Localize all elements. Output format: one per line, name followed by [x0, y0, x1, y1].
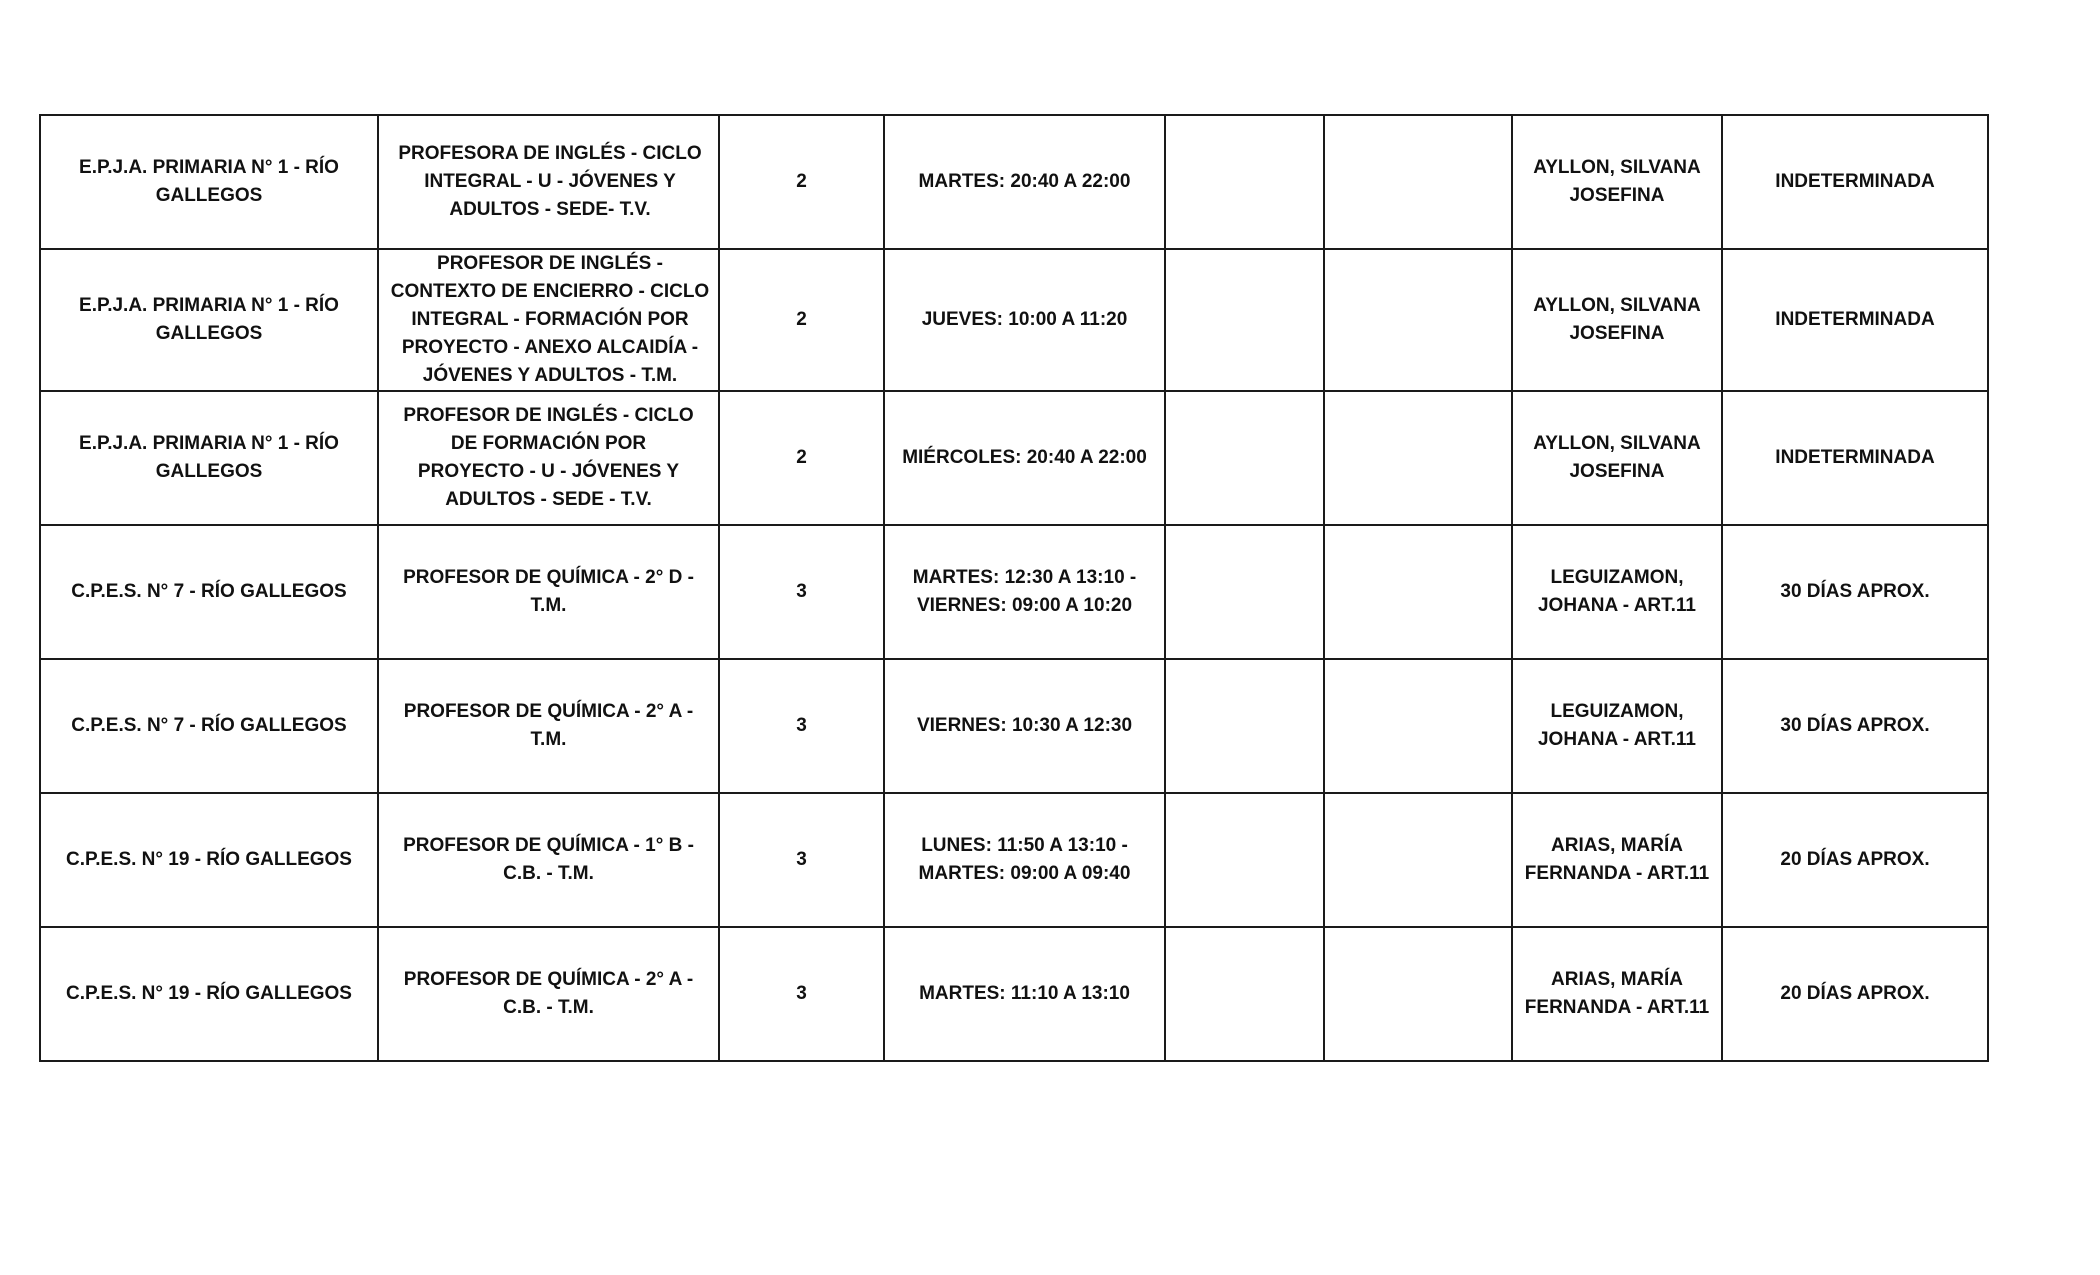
position-text: PROFESOR DE QUÍMICA - 2° D - T.M. [403, 567, 694, 616]
cell-school [40, 659, 378, 793]
cell-school [40, 927, 378, 1061]
cell-empty-6 [1324, 391, 1512, 525]
schedule-text: MARTES: 20:40 A 22:00 [918, 171, 1131, 192]
holder-text: LEGUIZAMON, JOHANA - ART.11 [1537, 567, 1696, 616]
cell-empty-6 [1324, 249, 1512, 391]
cell-duration [1722, 249, 1988, 391]
position-text: PROFESOR DE QUÍMICA - 1° B - C.B. - T.M. [403, 835, 694, 884]
cell-position [378, 249, 719, 391]
cell-schedule [884, 525, 1165, 659]
position-text: PROFESOR DE QUÍMICA - 2° A - T.M. [403, 701, 694, 750]
schedule-text: MARTES: 12:30 A 13:10 - VIERNES: 09:00 A 10:20 [912, 567, 1137, 616]
cell-holder [1512, 525, 1722, 659]
cell-duration [1722, 525, 1988, 659]
school-text: E.P.J.A. PRIMARIA N° 1 - RÍO GALLEGOS [79, 157, 339, 206]
holder-text: LEGUIZAMON, JOHANA - ART.11 [1537, 701, 1696, 750]
cell-schedule [884, 793, 1165, 927]
cell-holder [1512, 249, 1722, 391]
school-text: C.P.E.S. N° 19 - RÍO GALLEGOS [66, 983, 352, 1004]
cell-holder [1512, 115, 1722, 249]
cell-position [378, 927, 719, 1061]
table-row [40, 793, 1988, 927]
cell-position [378, 525, 719, 659]
cell-hours [719, 659, 884, 793]
position-text: PROFESOR DE INGLÉS - CONTEXTO DE ENCIERRO - CICLO INTEGRAL - FORMACIÓN POR PROYECTO - ANEXO ALCAIDÍA - JÓVENES Y ADULTOS - T.M. [390, 253, 710, 386]
cell-school [40, 115, 378, 249]
schedule-text: LUNES: 11:50 A 13:10 - MARTES: 09:00 A 09:40 [918, 835, 1131, 884]
cell-empty-5 [1165, 793, 1324, 927]
cell-empty-5 [1165, 659, 1324, 793]
table-row [40, 115, 1988, 249]
cell-hours [719, 249, 884, 391]
schedule-text: JUEVES: 10:00 A 11:20 [921, 309, 1128, 330]
cell-hours [719, 927, 884, 1061]
cell-empty-5 [1165, 115, 1324, 249]
holder-text: AYLLON, SILVANA JOSEFINA [1533, 157, 1701, 206]
cell-empty-5 [1165, 249, 1324, 391]
school-text: C.P.E.S. N° 7 - RÍO GALLEGOS [71, 581, 347, 602]
cell-duration [1722, 927, 1988, 1061]
schedule-text: MARTES: 11:10 A 13:10 [919, 983, 1130, 1004]
duration-text: 30 DÍAS APROX. [1780, 715, 1930, 736]
cell-holder [1512, 927, 1722, 1061]
hours-text: 2 [796, 309, 807, 330]
cell-duration [1722, 115, 1988, 249]
cell-schedule [884, 391, 1165, 525]
cell-empty-6 [1324, 525, 1512, 659]
table-row [40, 927, 1988, 1061]
cell-schedule [884, 249, 1165, 391]
duration-text: 20 DÍAS APROX. [1780, 983, 1930, 1004]
cell-duration [1722, 793, 1988, 927]
cell-schedule [884, 115, 1165, 249]
position-text: PROFESORA DE INGLÉS - CICLO INTEGRAL - U - JÓVENES Y ADULTOS - SEDE- T.V. [398, 143, 702, 220]
table-row [40, 659, 1988, 793]
position-text: PROFESOR DE INGLÉS - CICLO DE FORMACIÓN POR PROYECTO - U - JÓVENES Y ADULTOS - SEDE - T.V. [403, 405, 694, 510]
cell-hours [719, 391, 884, 525]
hours-text: 3 [796, 849, 807, 870]
cell-school [40, 391, 378, 525]
cell-empty-6 [1324, 927, 1512, 1061]
table-row [40, 249, 1988, 391]
holder-text: AYLLON, SILVANA JOSEFINA [1533, 295, 1701, 344]
duration-text: INDETERMINADA [1775, 171, 1935, 192]
cell-duration [1722, 659, 1988, 793]
hours-text: 3 [796, 581, 807, 602]
cell-empty-6 [1324, 659, 1512, 793]
cell-school [40, 525, 378, 659]
duration-text: 30 DÍAS APROX. [1780, 581, 1930, 602]
cell-school [40, 793, 378, 927]
duration-text: 20 DÍAS APROX. [1780, 849, 1930, 870]
cell-position [378, 115, 719, 249]
table-row [40, 525, 1988, 659]
cell-schedule [884, 659, 1165, 793]
duration-text: INDETERMINADA [1775, 309, 1935, 330]
schedule-text: MIÉRCOLES: 20:40 A 22:00 [902, 447, 1147, 468]
school-text: C.P.E.S. N° 7 - RÍO GALLEGOS [71, 715, 347, 736]
cell-holder [1512, 793, 1722, 927]
holder-text: ARIAS, MARÍA FERNANDA - ART.11 [1524, 835, 1710, 884]
cell-empty-5 [1165, 927, 1324, 1061]
school-text: E.P.J.A. PRIMARIA N° 1 - RÍO GALLEGOS [79, 433, 339, 482]
cell-hours [719, 793, 884, 927]
cell-position [378, 391, 719, 525]
cell-position [378, 659, 719, 793]
holder-text: AYLLON, SILVANA JOSEFINA [1533, 433, 1701, 482]
cell-holder [1512, 391, 1722, 525]
cell-empty-6 [1324, 793, 1512, 927]
cell-duration [1722, 391, 1988, 525]
hours-text: 3 [796, 983, 807, 1004]
position-text: PROFESOR DE QUÍMICA - 2° A - C.B. - T.M. [403, 969, 694, 1018]
cell-empty-5 [1165, 525, 1324, 659]
school-text: C.P.E.S. N° 19 - RÍO GALLEGOS [66, 849, 352, 870]
cell-school [40, 249, 378, 391]
hours-text: 2 [796, 447, 807, 468]
cell-hours [719, 115, 884, 249]
hours-text: 2 [796, 171, 807, 192]
schedule-text: VIERNES: 10:30 A 12:30 [916, 715, 1133, 736]
cell-position [378, 793, 719, 927]
hours-text: 3 [796, 715, 807, 736]
cell-empty-6 [1324, 115, 1512, 249]
cell-holder [1512, 659, 1722, 793]
school-text: E.P.J.A. PRIMARIA N° 1 - RÍO GALLEGOS [79, 295, 339, 344]
vacancy-table [39, 114, 1989, 1062]
cell-empty-5 [1165, 391, 1324, 525]
cell-schedule [884, 927, 1165, 1061]
holder-text: ARIAS, MARÍA FERNANDA - ART.11 [1524, 969, 1710, 1018]
cell-hours [719, 525, 884, 659]
duration-text: INDETERMINADA [1775, 447, 1935, 468]
table-row [40, 391, 1988, 525]
